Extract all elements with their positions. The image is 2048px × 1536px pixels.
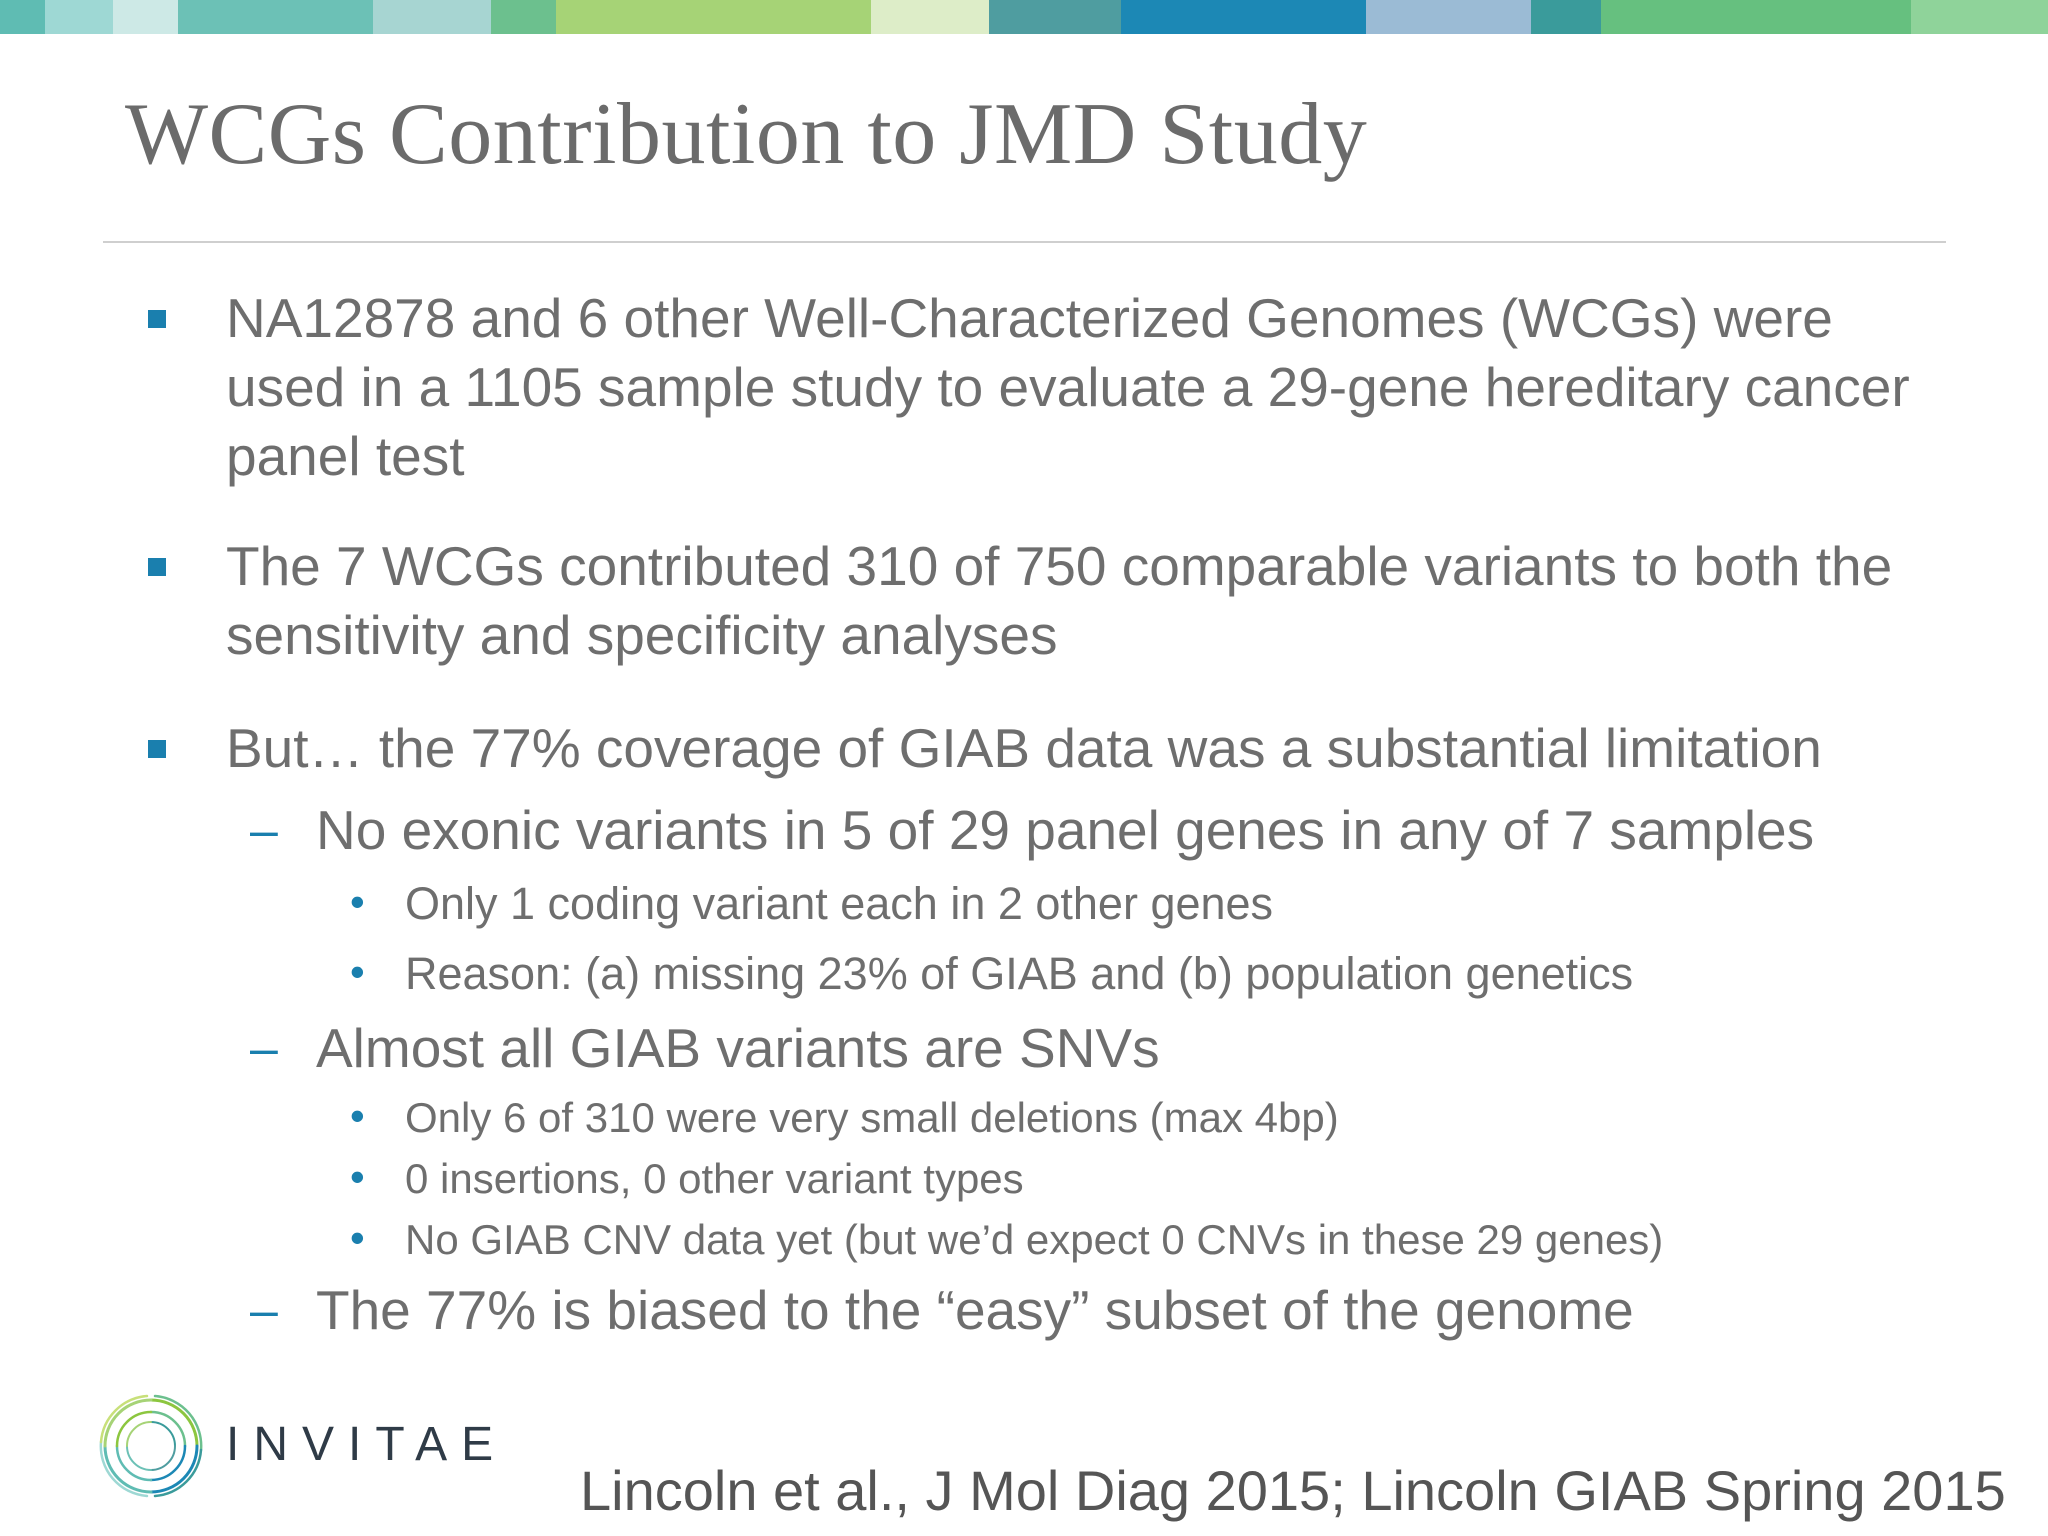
sub-sub-bullet-item <box>350 874 1945 934</box>
bullet-text: Reason: (a) missing 23% of GIAB and (b) population genetics <box>405 948 1634 999</box>
dot-bullet-icon: • <box>350 948 365 995</box>
bullet-text: But… the 77% coverage of GIAB data was a substantial limitation <box>226 717 1822 779</box>
square-bullet-icon <box>148 558 166 576</box>
bullet-text: No exonic variants in 5 of 29 panel genes in any of 7 samples <box>316 799 1815 861</box>
bullet-item <box>226 714 1926 783</box>
sub-sub-bullet-item <box>350 1088 1945 1148</box>
color-bar-segment <box>989 0 1121 34</box>
bullet-text: No GIAB CNV data yet (but we’d expect 0 CNVs in these 29 genes) <box>405 1216 1664 1263</box>
bullet-text: Only 6 of 310 were very small deletions (max 4bp) <box>405 1094 1339 1141</box>
bullet-item <box>226 532 1926 670</box>
bullet-text: The 77% is biased to the “easy” subset of the genome <box>316 1279 1634 1341</box>
citation: Lincoln et al., J Mol Diag 2015; Lincoln GIAB Spring 2015 <box>580 1459 2006 1522</box>
bullet-text: The 7 WCGs contributed 310 of 750 comparable variants to both the sensitivity and specificity analyses <box>226 535 1893 666</box>
dash-bullet-icon: – <box>250 1020 278 1076</box>
color-bar-segment <box>178 0 373 34</box>
color-bar-segment <box>871 0 989 34</box>
bullet-text: NA12878 and 6 other Well-Characterized Genomes (WCGs) were used in a 1105 sample study to evaluate a 29-gene hereditary cancer panel test <box>226 287 1910 487</box>
bullet-text: Almost all GIAB variants are SNVs <box>316 1017 1160 1079</box>
sub-bullet-item <box>250 1014 1936 1083</box>
color-bar-segment <box>0 0 45 34</box>
dot-bullet-icon: • <box>350 1214 365 1261</box>
bullet-text: 0 insertions, 0 other variant types <box>405 1155 1024 1202</box>
color-bar-segment <box>45 0 113 34</box>
sub-sub-bullet-item <box>350 1210 1945 1270</box>
decorative-color-bar <box>0 0 2048 34</box>
sub-sub-bullet-item <box>350 1149 1945 1209</box>
title-divider <box>103 241 1946 243</box>
slide-title: WCGs Contribution to JMD Study <box>125 86 1368 183</box>
square-bullet-icon <box>148 310 166 328</box>
dot-bullet-icon: • <box>350 878 365 925</box>
color-bar-segment <box>556 0 871 34</box>
dash-bullet-icon: – <box>250 1282 278 1338</box>
sub-bullet-item <box>250 796 1936 865</box>
color-bar-segment <box>373 0 491 34</box>
invitae-swirl-logo-icon <box>95 1390 207 1502</box>
color-bar-segment <box>1531 0 1601 34</box>
color-bar-segment <box>491 0 556 34</box>
sub-sub-bullet-item <box>350 944 1945 1004</box>
dash-bullet-icon: – <box>250 802 278 858</box>
bullet-text: Only 1 coding variant each in 2 other genes <box>405 878 1274 929</box>
sub-bullet-item <box>250 1276 1936 1345</box>
bullet-item <box>226 284 1926 491</box>
color-bar-segment <box>1366 0 1531 34</box>
square-bullet-icon <box>148 740 166 758</box>
color-bar-segment <box>1121 0 1366 34</box>
color-bar-segment <box>1911 0 2048 34</box>
color-bar-segment <box>1601 0 1911 34</box>
dot-bullet-icon: • <box>350 1092 365 1139</box>
dot-bullet-icon: • <box>350 1153 365 1200</box>
color-bar-segment <box>113 0 178 34</box>
invitae-brand-text: INVITAE <box>226 1418 508 1471</box>
